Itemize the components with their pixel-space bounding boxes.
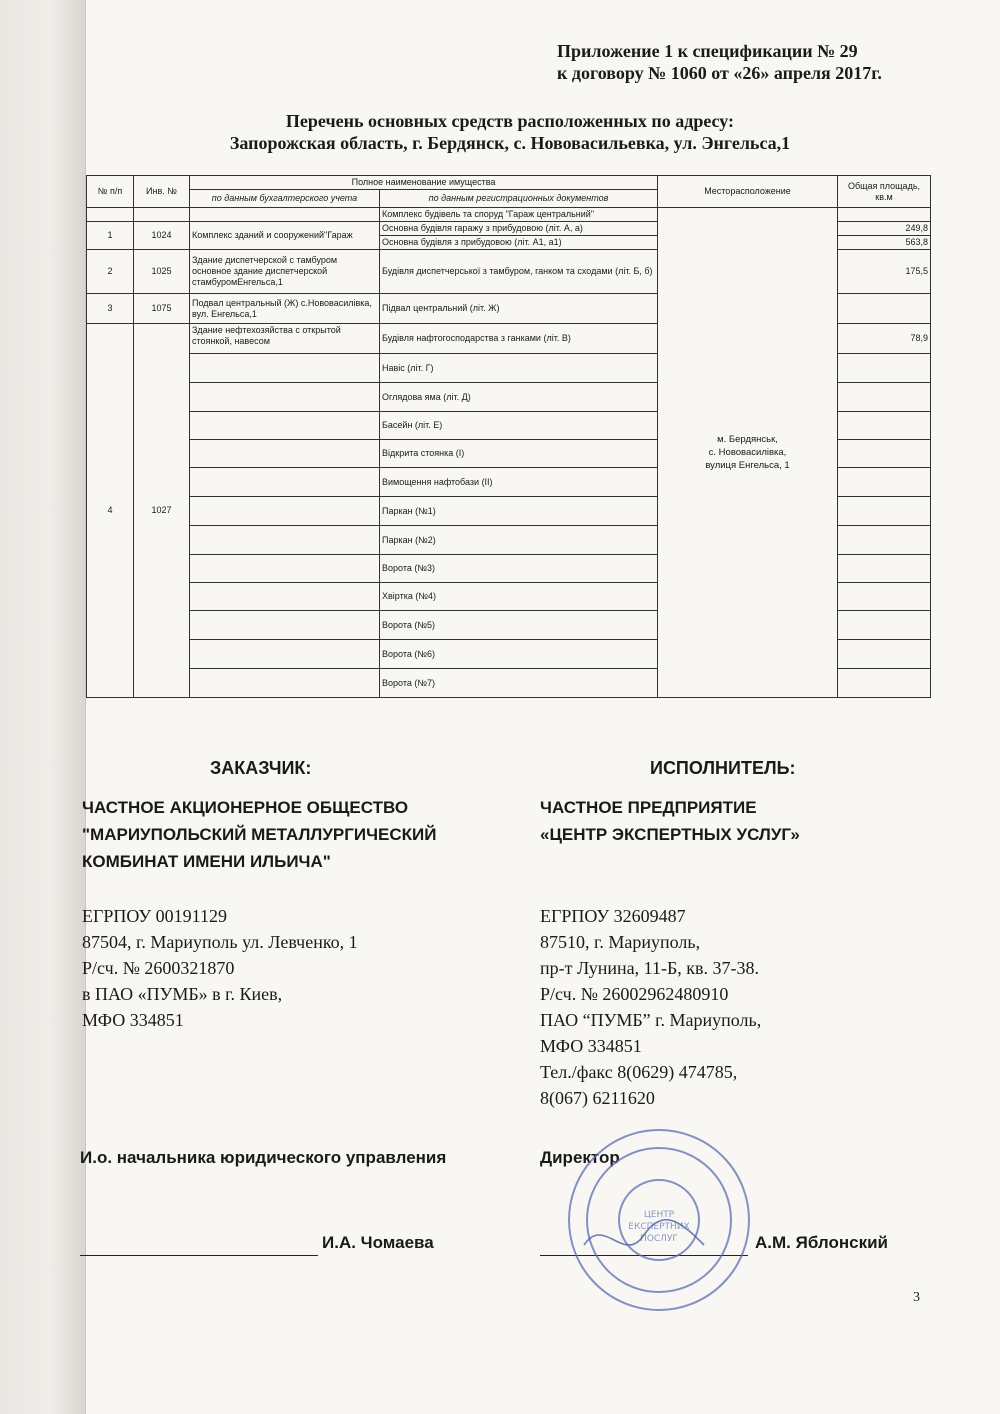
executor-mfo: МФО 334851 [540,1036,642,1056]
location-line3: вулиця Енгельса, 1 [705,460,790,471]
location-line1: м. Бердянськ, [717,434,778,445]
location-line2: с. Нововасилівка, [708,447,787,458]
customer-mfo: МФО 334851 [82,1010,184,1030]
customer-org-line2: "МАРИУПОЛЬСКИЙ МЕТАЛЛУРГИЧЕСКИЙ [82,825,437,844]
complex-row [87,208,931,222]
row4-item: Відкрита стоянка (І) [380,440,658,468]
title-line1: Перечень основных средств расположенных по адресу: [285,111,735,131]
row4-item: Навіс (літ. Г) [380,354,658,383]
row2-reg: Будівля диспетчерської з тамбуром, ганком та сходами (літ. Б, б) [380,250,658,294]
customer-org-line3: КОМБИНАТ ИМЕНИ ИЛЬИЧА" [82,852,331,871]
executor-account: Р/сч. № 26002962480910 [540,984,729,1004]
header-area: Общая площадь, кв.м [838,176,931,208]
row1-num: 1 [87,222,134,250]
executor-org [540,794,940,848]
svg-text:ПОСЛУГ: ПОСЛУГ [640,1234,678,1244]
row4-item: Ворота (№3) [380,555,658,583]
row3-acc: Подвал центральный (Ж) с.Нововасилівка, вул. Енгельса,1 [190,294,380,324]
appendix-line2: к договору № 1060 от «26» апреля 2017г. [557,63,882,83]
customer-org [82,794,522,875]
row1-acc: Комплекс зданий и сооружений"Гараж [190,222,380,250]
row4-area: 78,9 [838,324,931,354]
customer-egrpou: ЕГРПОУ 00191129 [82,906,227,926]
header-full-name: Полное наименование имущества [190,176,658,190]
appendix-line1: Приложение 1 к спецификации № 29 [557,41,858,61]
appendix-header [557,40,937,84]
row4-acc: Здание нефтехозяйства с открытой стоянкой, навесом [190,324,380,354]
executor-details [540,903,960,1111]
customer-account: Р/сч. № 2600321870 [82,958,235,978]
header-by-accounting: по данным бухгалтерского учета [190,190,380,208]
row1-reg2: Основна будівля з прибудовою (літ. А1, а1) [380,236,658,250]
row4-item: Ворота (№7) [380,669,658,698]
executor-heading: ИСПОЛНИТЕЛЬ: [650,758,796,778]
assets-table [86,175,931,698]
executor-position: Директор [540,1148,620,1167]
row4-num: 4 [87,324,134,698]
location-cell [658,208,838,698]
customer-address: 87504, г. Мариуполь ул. Левченко, 1 [82,932,358,952]
executor-org-line2: «ЦЕНТР ЭКСПЕРТНЫХ УСЛУГ» [540,825,800,844]
executor-address1: 87510, г. Мариуполь, [540,932,701,952]
row3-inv: 1075 [134,294,190,324]
row4-item: Вимощення нафтобази (ІІ) [380,468,658,497]
row4-item: Ворота (№6) [380,640,658,669]
row1-reg1: Основна будівля гаражу з прибудовою (літ. А, а) [380,222,658,236]
header-location: Месторасположение [658,176,838,208]
binding-strip [0,0,85,1414]
executor-address2: пр-т Лунина, 11-Б, кв. 37-38. [540,958,760,978]
complex-title: Комплекс будівель та споруд "Гараж центральний" [380,208,658,222]
table-header-row [87,176,931,190]
row1-inv: 1024 [134,222,190,250]
row1-area2: 563,8 [838,236,931,250]
row4-item: Паркан (№1) [380,497,658,526]
row3-area [838,294,931,324]
row4-item: Паркан (№2) [380,526,658,555]
row4-item: Хвіртка (№4) [380,583,658,611]
document-title [150,110,870,154]
customer-heading: ЗАКАЗЧИК: [210,758,312,778]
executor-signer: А.М. Яблонский [755,1233,888,1252]
executor-bank: ПАО “ПУМБ” г. Мариуполь, [540,1010,762,1030]
row4-reg: Будівля нафтогосподарства з ганками (літ. В) [380,324,658,354]
svg-text:ЕКСПЕРТНИХ: ЕКСПЕРТНИХ [628,1222,690,1232]
header-inv: Инв. № [134,176,190,208]
row4-item: Оглядова яма (літ. Д) [380,383,658,412]
row3-num: 3 [87,294,134,324]
customer-details [82,903,502,1033]
customer-signer: И.А. Чомаева [322,1233,434,1252]
row3-reg: Підвал центральний (літ. Ж) [380,294,658,324]
row2-area: 175,5 [838,250,931,294]
executor-phone1: Тел./факс 8(0629) 474785, [540,1062,738,1082]
customer-org-line1: ЧАСТНОЕ АКЦИОНЕРНОЕ ОБЩЕСТВО [82,798,409,817]
row2-inv: 1025 [134,250,190,294]
company-stamp [564,1125,754,1315]
row4-item: Ворота (№5) [380,611,658,640]
svg-text:ЦЕНТР: ЦЕНТР [643,1210,675,1220]
header-by-registration: по данным регистрационных документов [380,190,658,208]
header-num: № п/п [87,176,134,208]
executor-egrpou: ЕГРПОУ 32609487 [540,906,686,926]
row4-item: Басейн (літ. Е) [380,412,658,440]
customer-signature-line [80,1255,318,1256]
executor-org-line1: ЧАСТНОЕ ПРЕДПРИЯТИЕ [540,798,757,817]
title-line2: Запорожская область, г. Бердянск, с. Нововасильевка, ул. Энгельса,1 [229,133,791,153]
customer-bank: в ПАО «ПУМБ» в г. Киев, [82,984,283,1004]
row2-num: 2 [87,250,134,294]
executor-phone2: 8(067) 6211620 [540,1088,655,1108]
page-number: 3 [913,1290,920,1305]
row2-acc: Здание диспетчерской с тамбуром основное здание диспетчерской стамбуромЕнгельса,1 [190,250,380,294]
row4-inv: 1027 [134,324,190,698]
row1-area1: 249,8 [838,222,931,236]
customer-position: И.о. начальника юридического управления [80,1148,447,1167]
